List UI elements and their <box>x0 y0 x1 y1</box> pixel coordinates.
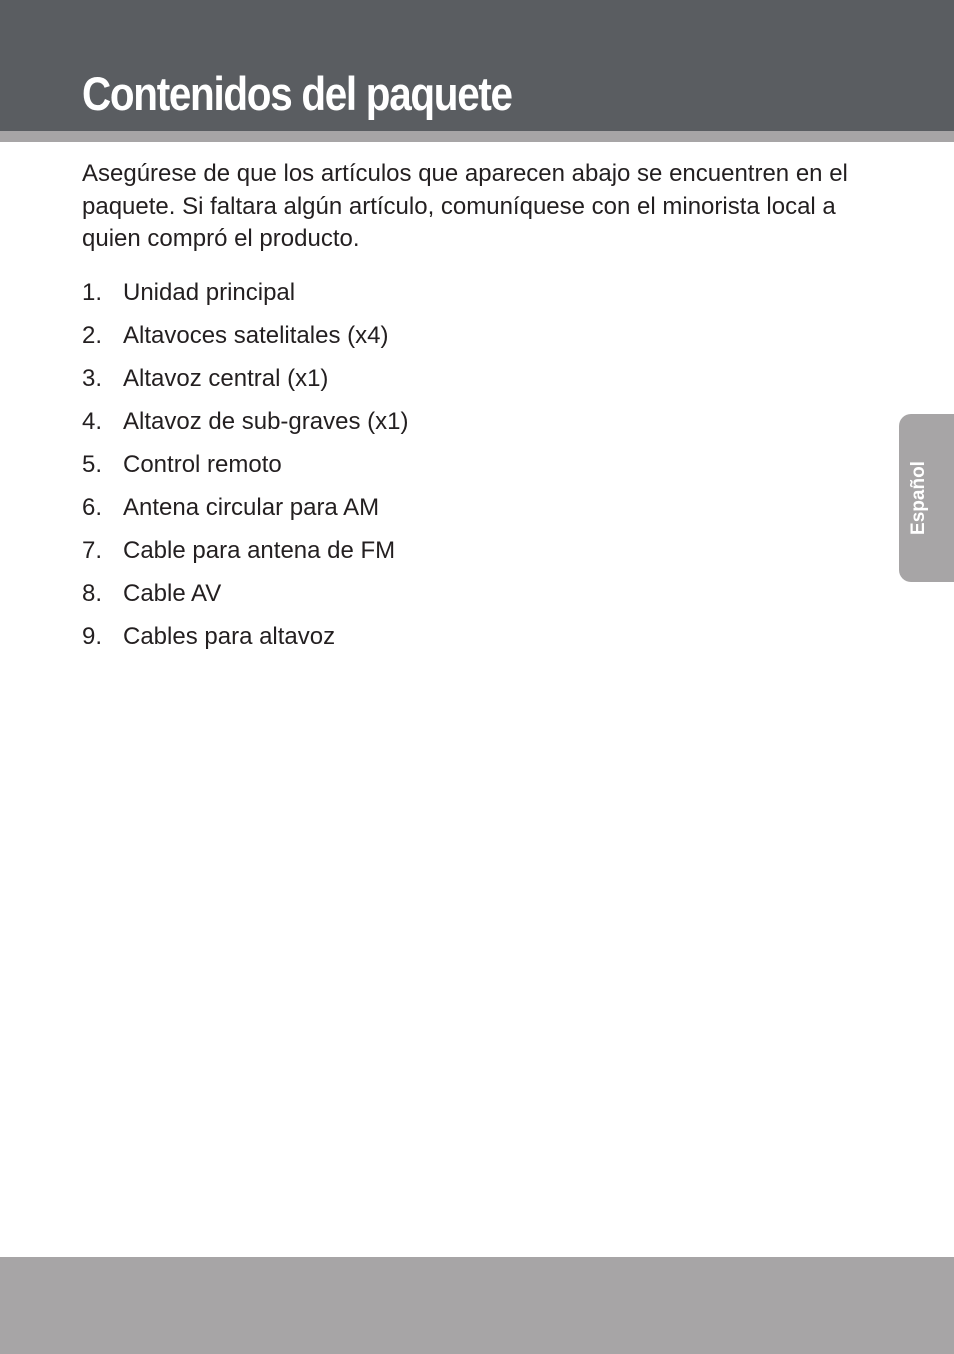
list-item-number: 3. <box>82 365 103 392</box>
list-item-number: 9. <box>82 623 103 650</box>
list-item-label: Altavoz de sub-graves (x1) <box>123 408 409 435</box>
list-item <box>82 532 408 575</box>
header-band <box>0 0 954 131</box>
list-item-label: Control remoto <box>123 451 282 478</box>
list-item-label: Altavoz central (x1) <box>123 365 329 392</box>
list-item-number: 4. <box>82 408 103 435</box>
list-item <box>82 360 408 403</box>
footer-band <box>0 1257 954 1354</box>
language-tab-label: Español <box>908 461 929 535</box>
list-item-number: 7. <box>82 537 103 564</box>
package-contents-list <box>82 274 408 661</box>
list-item-number: 8. <box>82 580 103 607</box>
list-item-number: 6. <box>82 494 103 521</box>
list-item-label: Cable AV <box>123 580 222 607</box>
list-item <box>82 618 408 661</box>
list-item-label: Cables para altavoz <box>123 623 336 650</box>
list-item-label: Cable para antena de FM <box>123 537 396 564</box>
page-title: Contenidos del paquete <box>82 67 512 120</box>
list-item <box>82 274 408 317</box>
header-stripe <box>0 131 954 142</box>
list-item <box>82 575 408 618</box>
list-item-number: 5. <box>82 451 103 478</box>
list-item-label: Antena circular para AM <box>123 494 380 521</box>
list-item-number: 1. <box>82 279 103 306</box>
list-item <box>82 403 408 446</box>
list-item <box>82 489 408 532</box>
list-item <box>82 446 408 489</box>
list-item-label: Altavoces satelitales (x4) <box>123 322 389 349</box>
list-item-label: Unidad principal <box>123 279 296 306</box>
list-item <box>82 317 408 360</box>
list-item-number: 2. <box>82 322 103 349</box>
language-tab <box>899 414 954 582</box>
intro-paragraph: Asegúrese de que los artículos que aparecen abajo se encuentren en el paquete. Si faltara algún artículo, comuníquese con el minorista local a quien compró el producto. <box>82 160 848 252</box>
